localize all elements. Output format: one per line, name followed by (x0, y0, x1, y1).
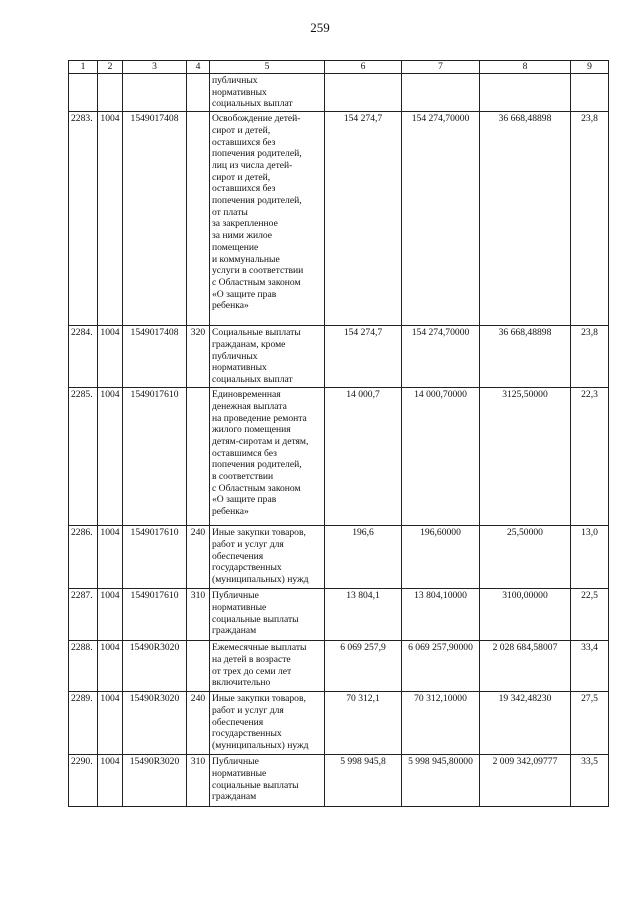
percent-cell: 23,8 (571, 326, 609, 388)
section-code-cell: 1004 (98, 692, 123, 755)
plan-amount-cell: 196,6 (325, 526, 402, 589)
plan-amount-cell: 5 998 945,8 (325, 755, 402, 807)
target-article-cell: 15490R3020 (123, 692, 187, 755)
target-article-cell: 1549017610 (123, 388, 187, 526)
description-cell: Единовременная денежная выплата на проведение ремонта жилого помещения детям-сиротам и детям, оставшимся без попечения родителей, в соответствии с Областным законом «О защите прав ребенка» (210, 388, 325, 526)
target-article-cell (123, 74, 187, 112)
table-row (69, 526, 609, 589)
expense-type-cell (187, 112, 210, 326)
executed-amount-cell: 2 028 684,58007 (480, 641, 571, 692)
target-article-cell: 1549017610 (123, 589, 187, 641)
row-number-cell (69, 74, 98, 112)
row-number-cell: 2287. (69, 589, 98, 641)
row-number-cell: 2284. (69, 326, 98, 388)
percent-cell: 27,5 (571, 692, 609, 755)
table-body (69, 74, 609, 807)
plan-amount-cell: 14 000,7 (325, 388, 402, 526)
section-code-cell: 1004 (98, 589, 123, 641)
revised-amount-cell: 70 312,10000 (402, 692, 480, 755)
revised-amount-cell: 196,60000 (402, 526, 480, 589)
header-col-2: 2 (98, 61, 123, 74)
plan-amount-cell: 13 804,1 (325, 589, 402, 641)
header-col-6: 6 (325, 61, 402, 74)
percent-cell: 22,5 (571, 589, 609, 641)
revised-amount-cell: 154 274,70000 (402, 326, 480, 388)
description-cell: Освобождение детей- сирот и детей, оставшихся без попечения родителей, лиц из числа детей- сирот и детей, оставшихся без попечения родителей, от платы за закрепленное за ними жилое помещение и коммунальные услуги в соответствии с Областным законом «О защите прав ребенка» (210, 112, 325, 326)
header-row (69, 61, 609, 74)
target-article-cell: 1549017610 (123, 526, 187, 589)
header-col-8: 8 (480, 61, 571, 74)
description-cell: Публичные нормативные социальные выплаты гражданам (210, 589, 325, 641)
header-col-1: 1 (69, 61, 98, 74)
header-col-3: 3 (123, 61, 187, 74)
header-col-4: 4 (187, 61, 210, 74)
percent-cell: 22,3 (571, 388, 609, 526)
expense-type-cell (187, 641, 210, 692)
revised-amount-cell: 5 998 945,80000 (402, 755, 480, 807)
row-number-cell: 2283. (69, 112, 98, 326)
row-number-cell: 2290. (69, 755, 98, 807)
revised-amount-cell (402, 74, 480, 112)
executed-amount-cell: 3125,50000 (480, 388, 571, 526)
table-row (69, 326, 609, 388)
plan-amount-cell (325, 74, 402, 112)
revised-amount-cell: 13 804,10000 (402, 589, 480, 641)
header-col-7: 7 (402, 61, 480, 74)
plan-amount-cell: 6 069 257,9 (325, 641, 402, 692)
section-code-cell (98, 74, 123, 112)
table-row (69, 589, 609, 641)
section-code-cell: 1004 (98, 388, 123, 526)
revised-amount-cell: 154 274,70000 (402, 112, 480, 326)
expense-type-cell: 240 (187, 526, 210, 589)
expense-type-cell: 310 (187, 755, 210, 807)
row-number-cell: 2285. (69, 388, 98, 526)
row-number-cell: 2288. (69, 641, 98, 692)
executed-amount-cell: 19 342,48230 (480, 692, 571, 755)
revised-amount-cell: 14 000,70000 (402, 388, 480, 526)
header-col-5: 5 (210, 61, 325, 74)
row-number-cell: 2289. (69, 692, 98, 755)
table-row (69, 755, 609, 807)
executed-amount-cell: 25,50000 (480, 526, 571, 589)
budget-table (68, 60, 609, 807)
section-code-cell: 1004 (98, 526, 123, 589)
description-cell: Иные закупки товаров, работ и услуг для обеспечения государственных (муниципальных) нужд (210, 692, 325, 755)
description-cell: Социальные выплаты гражданам, кроме публичных нормативных социальных выплат (210, 326, 325, 388)
percent-cell: 23,8 (571, 112, 609, 326)
description-cell: Ежемесячные выплаты на детей в возрасте от трех до семи лет включительно (210, 641, 325, 692)
target-article-cell: 1549017408 (123, 112, 187, 326)
row-number-cell: 2286. (69, 526, 98, 589)
target-article-cell: 1549017408 (123, 326, 187, 388)
percent-cell: 33,4 (571, 641, 609, 692)
description-cell: публичных нормативных социальных выплат (210, 74, 325, 112)
plan-amount-cell: 70 312,1 (325, 692, 402, 755)
section-code-cell: 1004 (98, 641, 123, 692)
expense-type-cell: 240 (187, 692, 210, 755)
table-row (69, 112, 609, 326)
percent-cell (571, 74, 609, 112)
table-row (69, 692, 609, 755)
section-code-cell: 1004 (98, 112, 123, 326)
table-row (69, 74, 609, 112)
executed-amount-cell: 36 668,48898 (480, 326, 571, 388)
revised-amount-cell: 6 069 257,90000 (402, 641, 480, 692)
plan-amount-cell: 154 274,7 (325, 112, 402, 326)
header-col-9: 9 (571, 61, 609, 74)
executed-amount-cell (480, 74, 571, 112)
executed-amount-cell: 2 009 342,09777 (480, 755, 571, 807)
percent-cell: 33,5 (571, 755, 609, 807)
plan-amount-cell: 154 274,7 (325, 326, 402, 388)
table-row (69, 641, 609, 692)
description-cell: Публичные нормативные социальные выплаты гражданам (210, 755, 325, 807)
expense-type-cell: 310 (187, 589, 210, 641)
page-number: 259 (310, 20, 330, 35)
description-cell: Иные закупки товаров, работ и услуг для обеспечения государственных (муниципальных) нужд (210, 526, 325, 589)
executed-amount-cell: 3100,00000 (480, 589, 571, 641)
expense-type-cell (187, 74, 210, 112)
target-article-cell: 15490R3020 (123, 641, 187, 692)
executed-amount-cell: 36 668,48898 (480, 112, 571, 326)
target-article-cell: 15490R3020 (123, 755, 187, 807)
section-code-cell: 1004 (98, 326, 123, 388)
table-row (69, 388, 609, 526)
expense-type-cell: 320 (187, 326, 210, 388)
expense-type-cell (187, 388, 210, 526)
section-code-cell: 1004 (98, 755, 123, 807)
percent-cell: 13,0 (571, 526, 609, 589)
